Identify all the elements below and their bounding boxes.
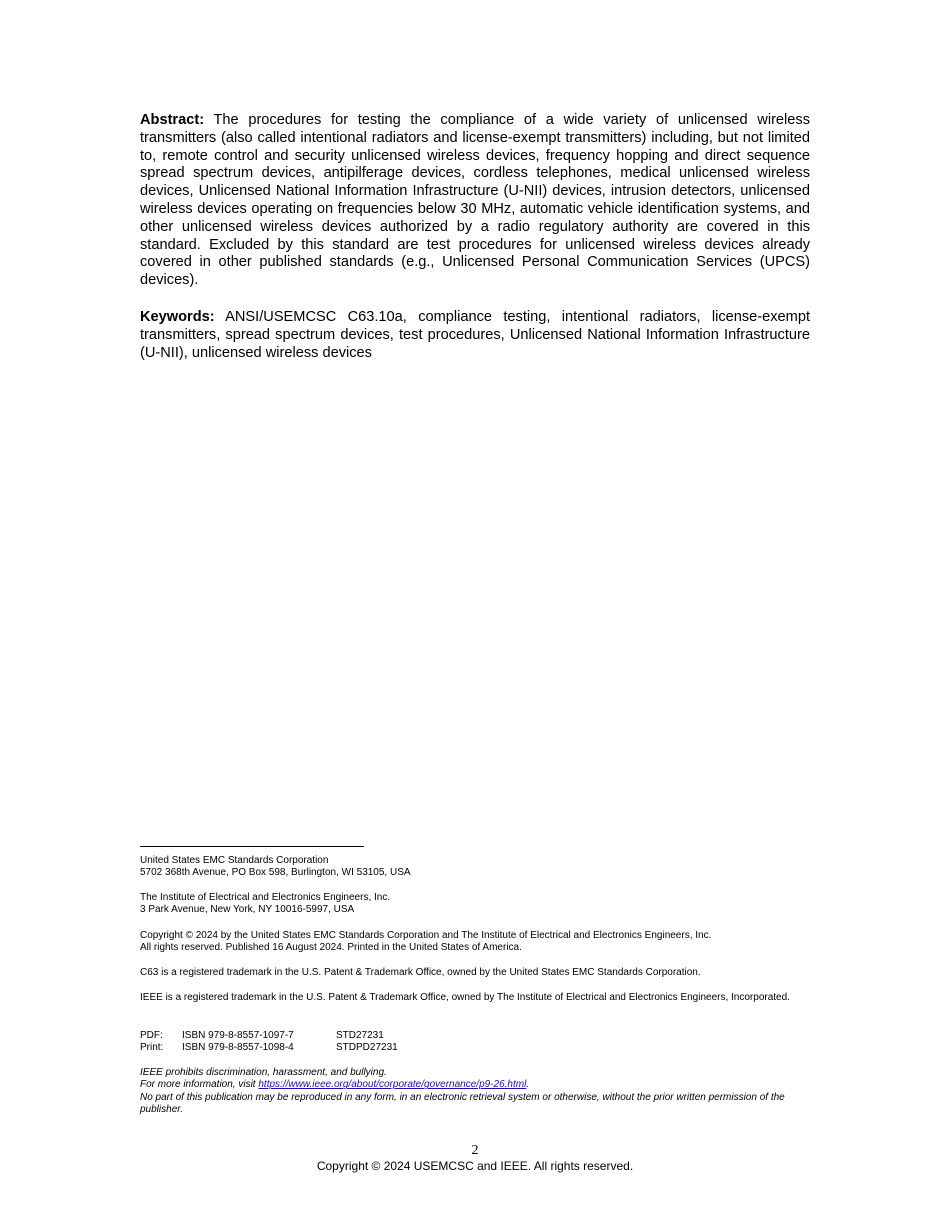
isbn-row-pdf [140, 1030, 812, 1042]
reproduction-notice: No part of this publication may be reproduced in any form, in an electronic retrieval system or otherwise, without the prior written permission of the publisher. [140, 1091, 785, 1116]
isbn-format: PDF: [140, 1030, 163, 1041]
page-footer-copyright: Copyright © 2024 USEMCSC and IEEE. All rights reserved. [316, 1159, 634, 1173]
legal-notice-block [140, 1067, 812, 1117]
copyright-line: Copyright © 2024 by the United States EMC Standards Corporation and The Institute of Electrical and Electronics Engineers, Inc. [140, 930, 712, 941]
rights-line: All rights reserved. Published 16 August 2024. Printed in the United States of America. [140, 942, 522, 954]
keywords-paragraph [140, 309, 810, 362]
governance-link[interactable]: https://www.ieee.org/about/corporate/governance/p9-26.html [258, 1079, 527, 1091]
keywords-text: ANSI/USEMCSC C63.10a, compliance testing, intentional radiators, license-exempt transmitters, spread spectrum devices, test procedures, Unlicensed National Information Infrastructure (U-NII), unlicensed wireless devices [140, 309, 810, 361]
page-number: 2 [471, 1143, 479, 1158]
usemcsc-name: United States EMC Standards Corporation [140, 855, 329, 866]
isbn-code: STDPD27231 [336, 1042, 398, 1054]
footnote-divider [140, 846, 364, 847]
ieee-name: The Institute of Electrical and Electronics Engineers, Inc. [140, 892, 391, 903]
abstract-text: The procedures for testing the compliance of a wide variety of unlicensed wireless transmitters (also called intentional radiators and license-exempt transmitters) including, but not limited to, remote control and security unlicensed wireless devices, frequency hopping and direct sequence spread spectrum devices, antipilferage devices, cordless telephones, medical unlicensed wireless devices, Unlicensed National Information Infrastructure (U-NII) devices, intrusion detectors, unlicensed wireless devices operating on frequencies below 30 MHz, automatic vehicle identification systems, and other unlicensed wireless devices authorized by a radio regulatory authority are covered in this standard. Excluded by this standard are test procedures for unlicensed wireless devices already covered in other published standards (e.g., Unlicensed Personal Communication Services (UPCS) devices). [140, 112, 810, 289]
isbn-number: ISBN 979-8-8557-1098-4 [182, 1042, 294, 1054]
isbn-number: ISBN 979-8-8557-1097-7 [182, 1030, 294, 1041]
isbn-block [140, 1030, 812, 1055]
keywords-label: Keywords: [140, 309, 215, 325]
usemcsc-address-block [140, 855, 812, 880]
usemcsc-address: 5702 368th Avenue, PO Box 598, Burlington, WI 53105, USA [140, 867, 411, 879]
harassment-notice: IEEE prohibits discrimination, harassment, and bullying. [140, 1067, 387, 1078]
ieee-address-block [140, 892, 812, 917]
abstract-paragraph [140, 112, 810, 290]
ieee-trademark-notice: IEEE is a registered trademark in the U.S. Patent & Trademark Office, owned by The Institute of Electrical and Electronics Engineers, Incorporated. [140, 992, 790, 1003]
isbn-code: STD27231 [336, 1030, 384, 1041]
c63-trademark-notice: C63 is a registered trademark in the U.S. Patent & Trademark Office, owned by the United States EMC Standards Corporation. [140, 967, 701, 978]
more-info-prefix: For more information, visit [140, 1079, 259, 1091]
ieee-address: 3 Park Avenue, New York, NY 10016-5997, USA [140, 904, 355, 916]
copyright-block [140, 930, 812, 955]
abstract-label: Abstract: [140, 112, 205, 128]
isbn-row-print [140, 1042, 812, 1054]
more-info-suffix: . [526, 1079, 530, 1091]
isbn-format: Print: [140, 1042, 164, 1054]
more-info-line [140, 1079, 812, 1091]
